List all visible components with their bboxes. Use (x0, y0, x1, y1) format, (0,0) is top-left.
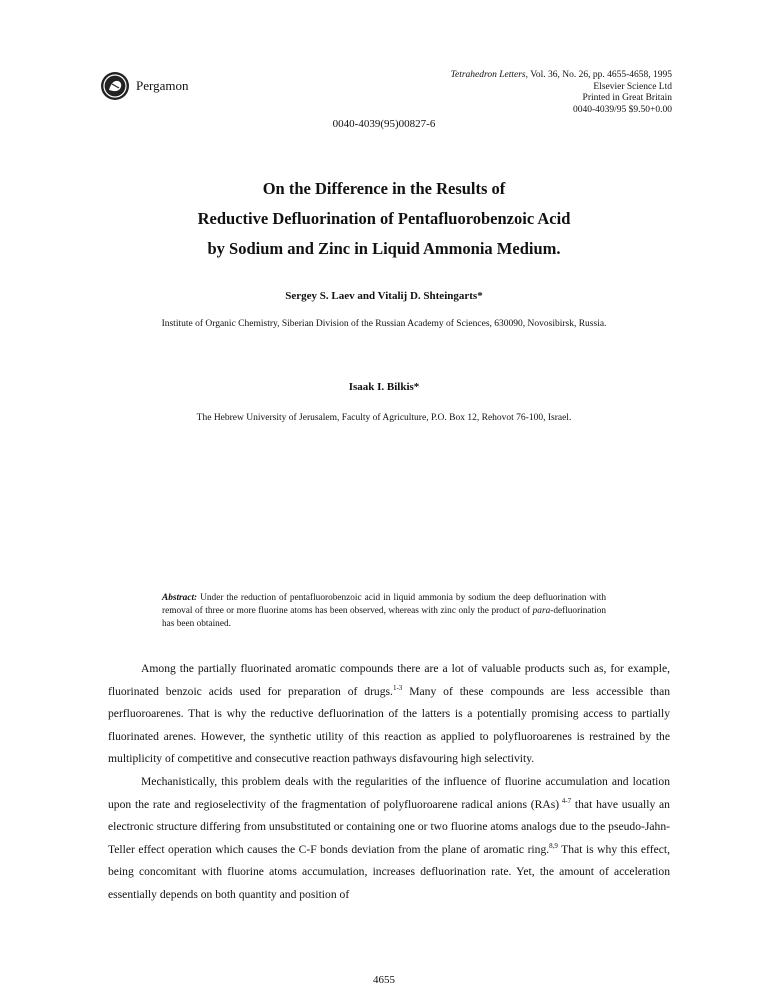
p1-text-a: Among the partially fluorinated aromatic compounds there are a lot of valuable products such as, for example, fluorinated benzoic acids used for preparation of drugs. (108, 662, 670, 698)
author-group-1: Sergey S. Laev and Vitalij D. Shteingarts* (285, 290, 483, 302)
journal-name: Tetrahedron Letters (450, 70, 526, 80)
affiliation-1: Institute of Organic Chemistry, Siberian Division of the Russian Academy of Sciences, 630090, Novosibirsk, Russia. (161, 319, 607, 329)
author-group-2: Isaak I. Bilkis* (348, 381, 420, 393)
pergamon-logo-icon (100, 71, 130, 101)
publisher-line: Elsevier Science Ltd (593, 81, 672, 92)
doi-identifier: 0040-4039(95)00827-6 (332, 118, 436, 130)
p2-reference-1: 4-7 (559, 796, 572, 805)
publisher-logo (100, 71, 188, 101)
p1-text-b: Many of these compounds are less accessible than perfluoroarenes. That is why the reductive defluorination of the latters is a potentially promising access to partially fluorinated arenes. However, the synthetic utility of this reaction as applied to polyfluoroarenes is restrained by the multiplicity of competitive and consecutive reaction pathways disfavouring high selectivity. (108, 684, 671, 766)
abstract-label: Abstract: (162, 593, 198, 603)
abstract (162, 592, 606, 631)
p1-reference: 1-3 (392, 683, 403, 692)
p2-text-c: That is why this effect, being concomitant with fluorine atoms accumulation, increases defluorination rate. Yet, the amount of acceleration essentially depends on both quantity and position of (108, 842, 670, 901)
title-line-2: Reductive Defluorination of Pentafluorobenzoic Acid (197, 209, 571, 228)
printed-line: Printed in Great Britain (582, 93, 672, 103)
title-line-3: by Sodium and Zinc in Liquid Ammonia Medium. (207, 239, 561, 258)
paragraph-2 (108, 771, 670, 907)
title-line-1: On the Difference in the Results of (262, 179, 506, 198)
publisher-name: Pergamon (136, 78, 189, 93)
p2-reference-2: 8,9 (549, 841, 558, 850)
journal-info (451, 70, 672, 116)
page-number: 4655 (373, 974, 395, 986)
abstract-text-a: Under the reduction of pentafluorobenzoic acid in liquid ammonia by sodium the deep defluorination with removal of three or more fluorine atoms has been observed, whereas with zinc only the product of (162, 593, 606, 616)
body-text (108, 658, 670, 907)
paragraph-1 (108, 658, 670, 771)
abstract-text-b: -defluorination has been obtained. (162, 606, 606, 629)
issn-price-line: 0040-4039/95 $9.50+0.00 (572, 104, 672, 115)
affiliation-2: The Hebrew University of Jerusalem, Faculty of Agriculture, P.O. Box 12, Rehovot 76-100, Israel. (196, 413, 572, 423)
journal-details: , Vol. 36, No. 26, pp. 4655-4658, 1995 (525, 70, 672, 80)
journal-citation (451, 70, 672, 82)
paper-title (0, 174, 768, 264)
abstract-text-em: para (532, 606, 551, 616)
p2-text-b: that have usually an electronic structure differing from unsubstituted or containing one or two fluorine atoms analogs due to the pseudo-Jahn-Teller effect operation which causes the C-F bonds deviation from the plane of aromatic ring. (108, 797, 670, 856)
p2-text-a: Mechanistically, this problem deals with the regularities of the influence of fluorine accumulation and location upon the rate and regioselectivity of the fragmentation of polyfluoroarene radical anions (RAs) (108, 774, 670, 811)
